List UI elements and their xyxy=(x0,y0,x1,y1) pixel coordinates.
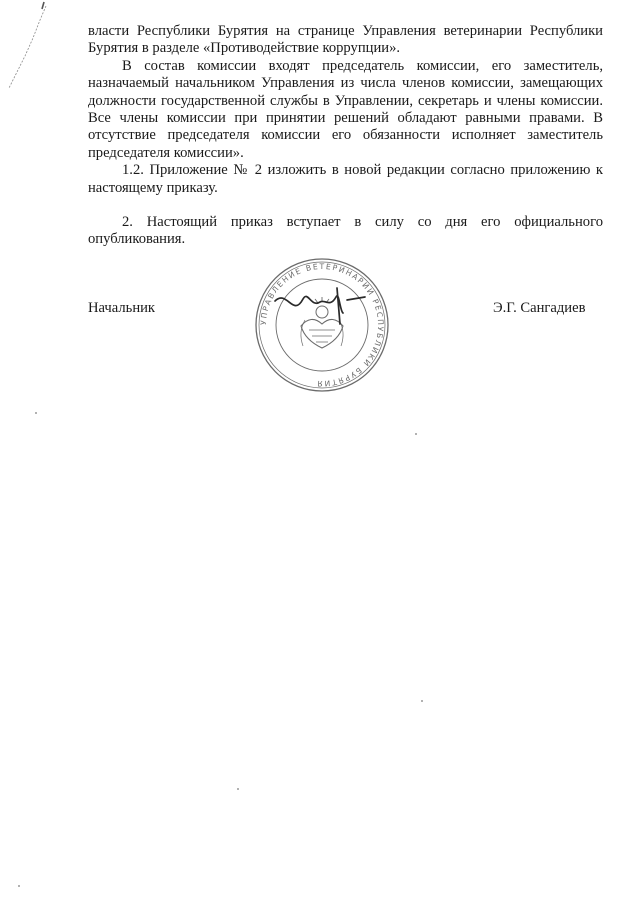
paragraph-commission-composition: В состав комиссии входят председатель комиссии, его заместитель, назначаемый начальником Управления из числа членов комиссии, замещающих должности государственной службы в Управлении, секретарь и члены комиссии. Все члены комиссии при принятии решений обладают равными правами. В отсутствие председателя комиссии его обязанности исполняет заместитель председателя комиссии». xyxy=(88,57,603,161)
official-seal xyxy=(253,256,391,394)
scan-edge-mark xyxy=(0,0,50,100)
paragraph-appendix-amendment: 1.2. Приложение № 2 изложить в новой редакции согласно приложению к настоящему приказу. xyxy=(88,162,603,196)
seal-ring-text: УПРАВЛЕНИЕ ВЕТЕРИНАРИИ РЕСПУБЛИКИ БУРЯТИЯ xyxy=(258,261,386,389)
scan-speck xyxy=(421,700,423,702)
scan-speck xyxy=(35,412,37,414)
document-body xyxy=(88,23,603,249)
signatory-name: Э.Г. Сангадиев xyxy=(493,300,586,316)
svg-text:УПРАВЛЕНИЕ ВЕТЕРИНАРИИ РЕСПУБЛ xyxy=(259,262,385,388)
paragraph-entry-into-force: 2. Настоящий приказ вступает в силу со дня его официального опубликования. xyxy=(88,214,603,248)
scan-speck xyxy=(18,885,20,887)
scan-speck xyxy=(415,433,417,435)
signatory-title: Начальник xyxy=(88,300,156,316)
scan-speck xyxy=(237,788,239,790)
paragraph-publication: власти Республики Бурятия на странице Управления ветеринарии Республики Бурятия в разделе «Противодействие коррупции». xyxy=(88,23,603,57)
